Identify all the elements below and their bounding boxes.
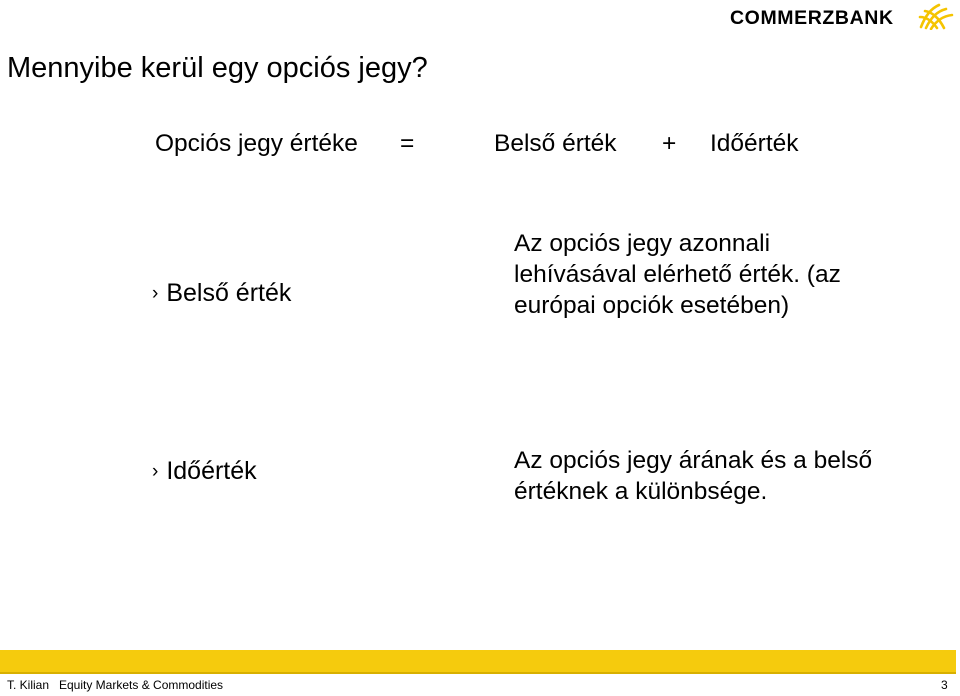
- description-line: értéknek a különbsége.: [514, 478, 768, 505]
- chevron-right-icon: ›: [152, 283, 159, 304]
- bullet-label: Belső érték: [166, 279, 292, 307]
- description-time-value: [514, 445, 872, 507]
- footer-page-number: 3: [941, 678, 948, 692]
- formula-plus-sign: +: [662, 130, 677, 157]
- formula-term-intrinsic-value: Belső érték: [494, 130, 617, 157]
- formula-term-time-value: Időérték: [710, 130, 799, 157]
- formula-equals-sign: =: [400, 130, 415, 157]
- description-line: lehívásával elérhető érték. (az: [514, 261, 841, 288]
- commerzbank-logo: [730, 2, 956, 32]
- description-line: Az opciós jegy árának és a belső: [514, 447, 873, 474]
- chevron-right-icon: ›: [152, 461, 159, 482]
- description-line: Az opciós jegy azonnali: [514, 230, 771, 257]
- bullet-label: Időérték: [166, 457, 257, 485]
- page-title: Mennyibe kerül egy opciós jegy?: [7, 52, 428, 84]
- bullet-intrinsic-value: [152, 279, 291, 308]
- formula-lhs: Opciós jegy értéke: [155, 130, 358, 157]
- description-intrinsic-value: [514, 228, 841, 321]
- logo-wordmark: COMMERZBANK: [730, 7, 894, 29]
- commerzbank-ribbon-icon: [917, 2, 955, 30]
- footer-divider: [0, 672, 956, 674]
- description-line: európai opciók esetében): [514, 292, 790, 319]
- footer-department: Equity Markets & Commodities: [59, 678, 224, 692]
- bullet-time-value: [152, 457, 257, 486]
- footer-bar: [0, 650, 956, 672]
- footer-author: T. Kilian: [7, 678, 50, 692]
